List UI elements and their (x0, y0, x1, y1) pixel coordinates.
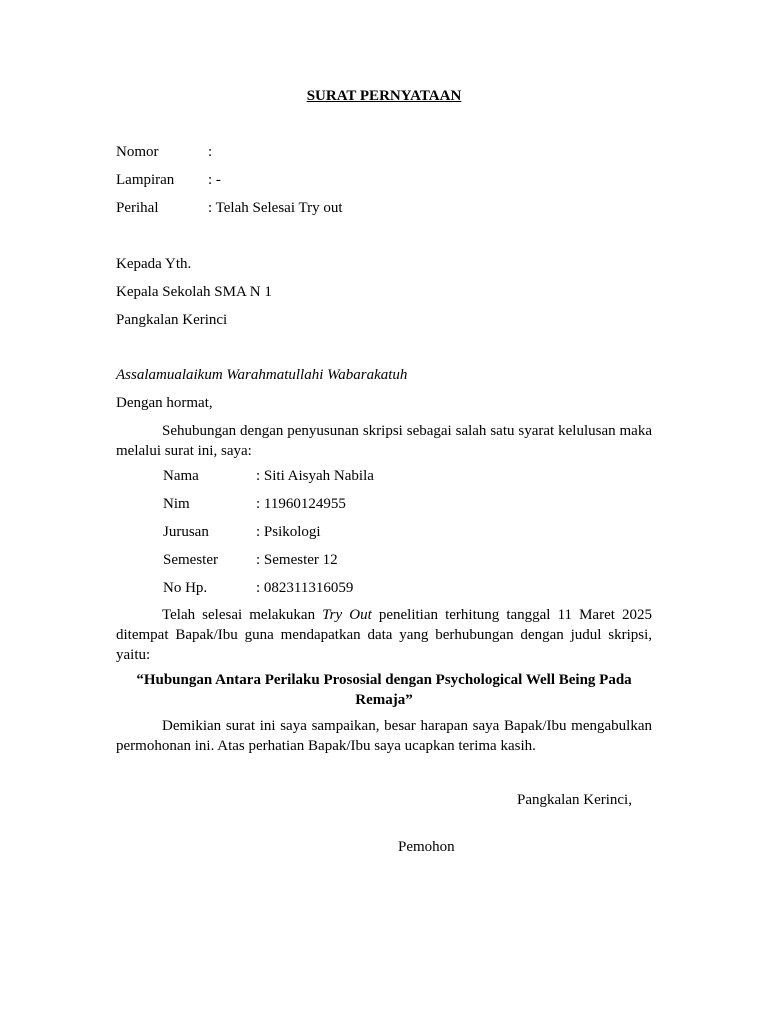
identity-label-semester: Semester (163, 552, 218, 568)
body-paragraph-part2: penelitian terhitung tanggal 11 Maret 2025 ditempat Bapak/Ibu guna mendapatkan data yang berhubungan dengan judul skripsi, yaitu: (116, 607, 652, 663)
place-line: Pangkalan Kerinci, (517, 792, 632, 808)
identity-label-nama: Nama (163, 468, 199, 484)
closing-paragraph: Demikian surat ini saya sampaikan, besar harapan saya Bapak/Ibu mengabulkan permohonan ini. Atas perhatian Bapak/Ibu saya ucapkan terima kasih. (116, 718, 652, 754)
salutation: Dengan hormat, (116, 395, 213, 411)
identity-value-semester: : Semester 12 (256, 552, 338, 568)
recipient-line-1: Kepada Yth. (116, 256, 192, 272)
body-paragraph (116, 605, 652, 665)
field-value-perihal: : Telah Selesai Try out (208, 200, 343, 216)
recipient-line-3: Pangkalan Kerinci (116, 312, 228, 328)
greeting: Assalamualaikum Warahmatullahi Wabarakatuh (116, 367, 408, 383)
recipient-line-2: Kepala Sekolah SMA N 1 (116, 284, 272, 300)
signatory-label: Pemohon (398, 839, 455, 855)
field-value-lampiran: : - (208, 172, 221, 188)
field-label-nomor: Nomor (116, 144, 159, 160)
identity-value-nohp: : 082311316059 (256, 580, 354, 596)
identity-value-nim: : 11960124955 (256, 496, 346, 512)
identity-label-jurusan: Jurusan (163, 524, 209, 540)
field-label-perihal: Perihal (116, 200, 159, 216)
body-paragraph-emphasis: Try Out (322, 607, 372, 623)
document-title: SURAT PERNYATAAN (306, 88, 462, 104)
intro-paragraph: Sehubungan dengan penyusunan skripsi sebagai salah satu syarat kelulusan maka melalui surat ini, saya: (116, 423, 652, 459)
field-label-lampiran: Lampiran (116, 172, 175, 188)
identity-value-jurusan: : Psikologi (256, 524, 321, 540)
identity-value-nama: : Siti Aisyah Nabila (256, 468, 374, 484)
identity-label-nohp: No Hp. (163, 580, 208, 596)
field-value-nomor: : (208, 144, 213, 160)
body-paragraph-part1: Telah selesai melakukan (162, 607, 323, 623)
thesis-title: “Hubungan Antara Perilaku Prososial dengan Psychological Well Being Pada Remaja” (136, 672, 632, 708)
identity-label-nim: Nim (163, 496, 190, 512)
